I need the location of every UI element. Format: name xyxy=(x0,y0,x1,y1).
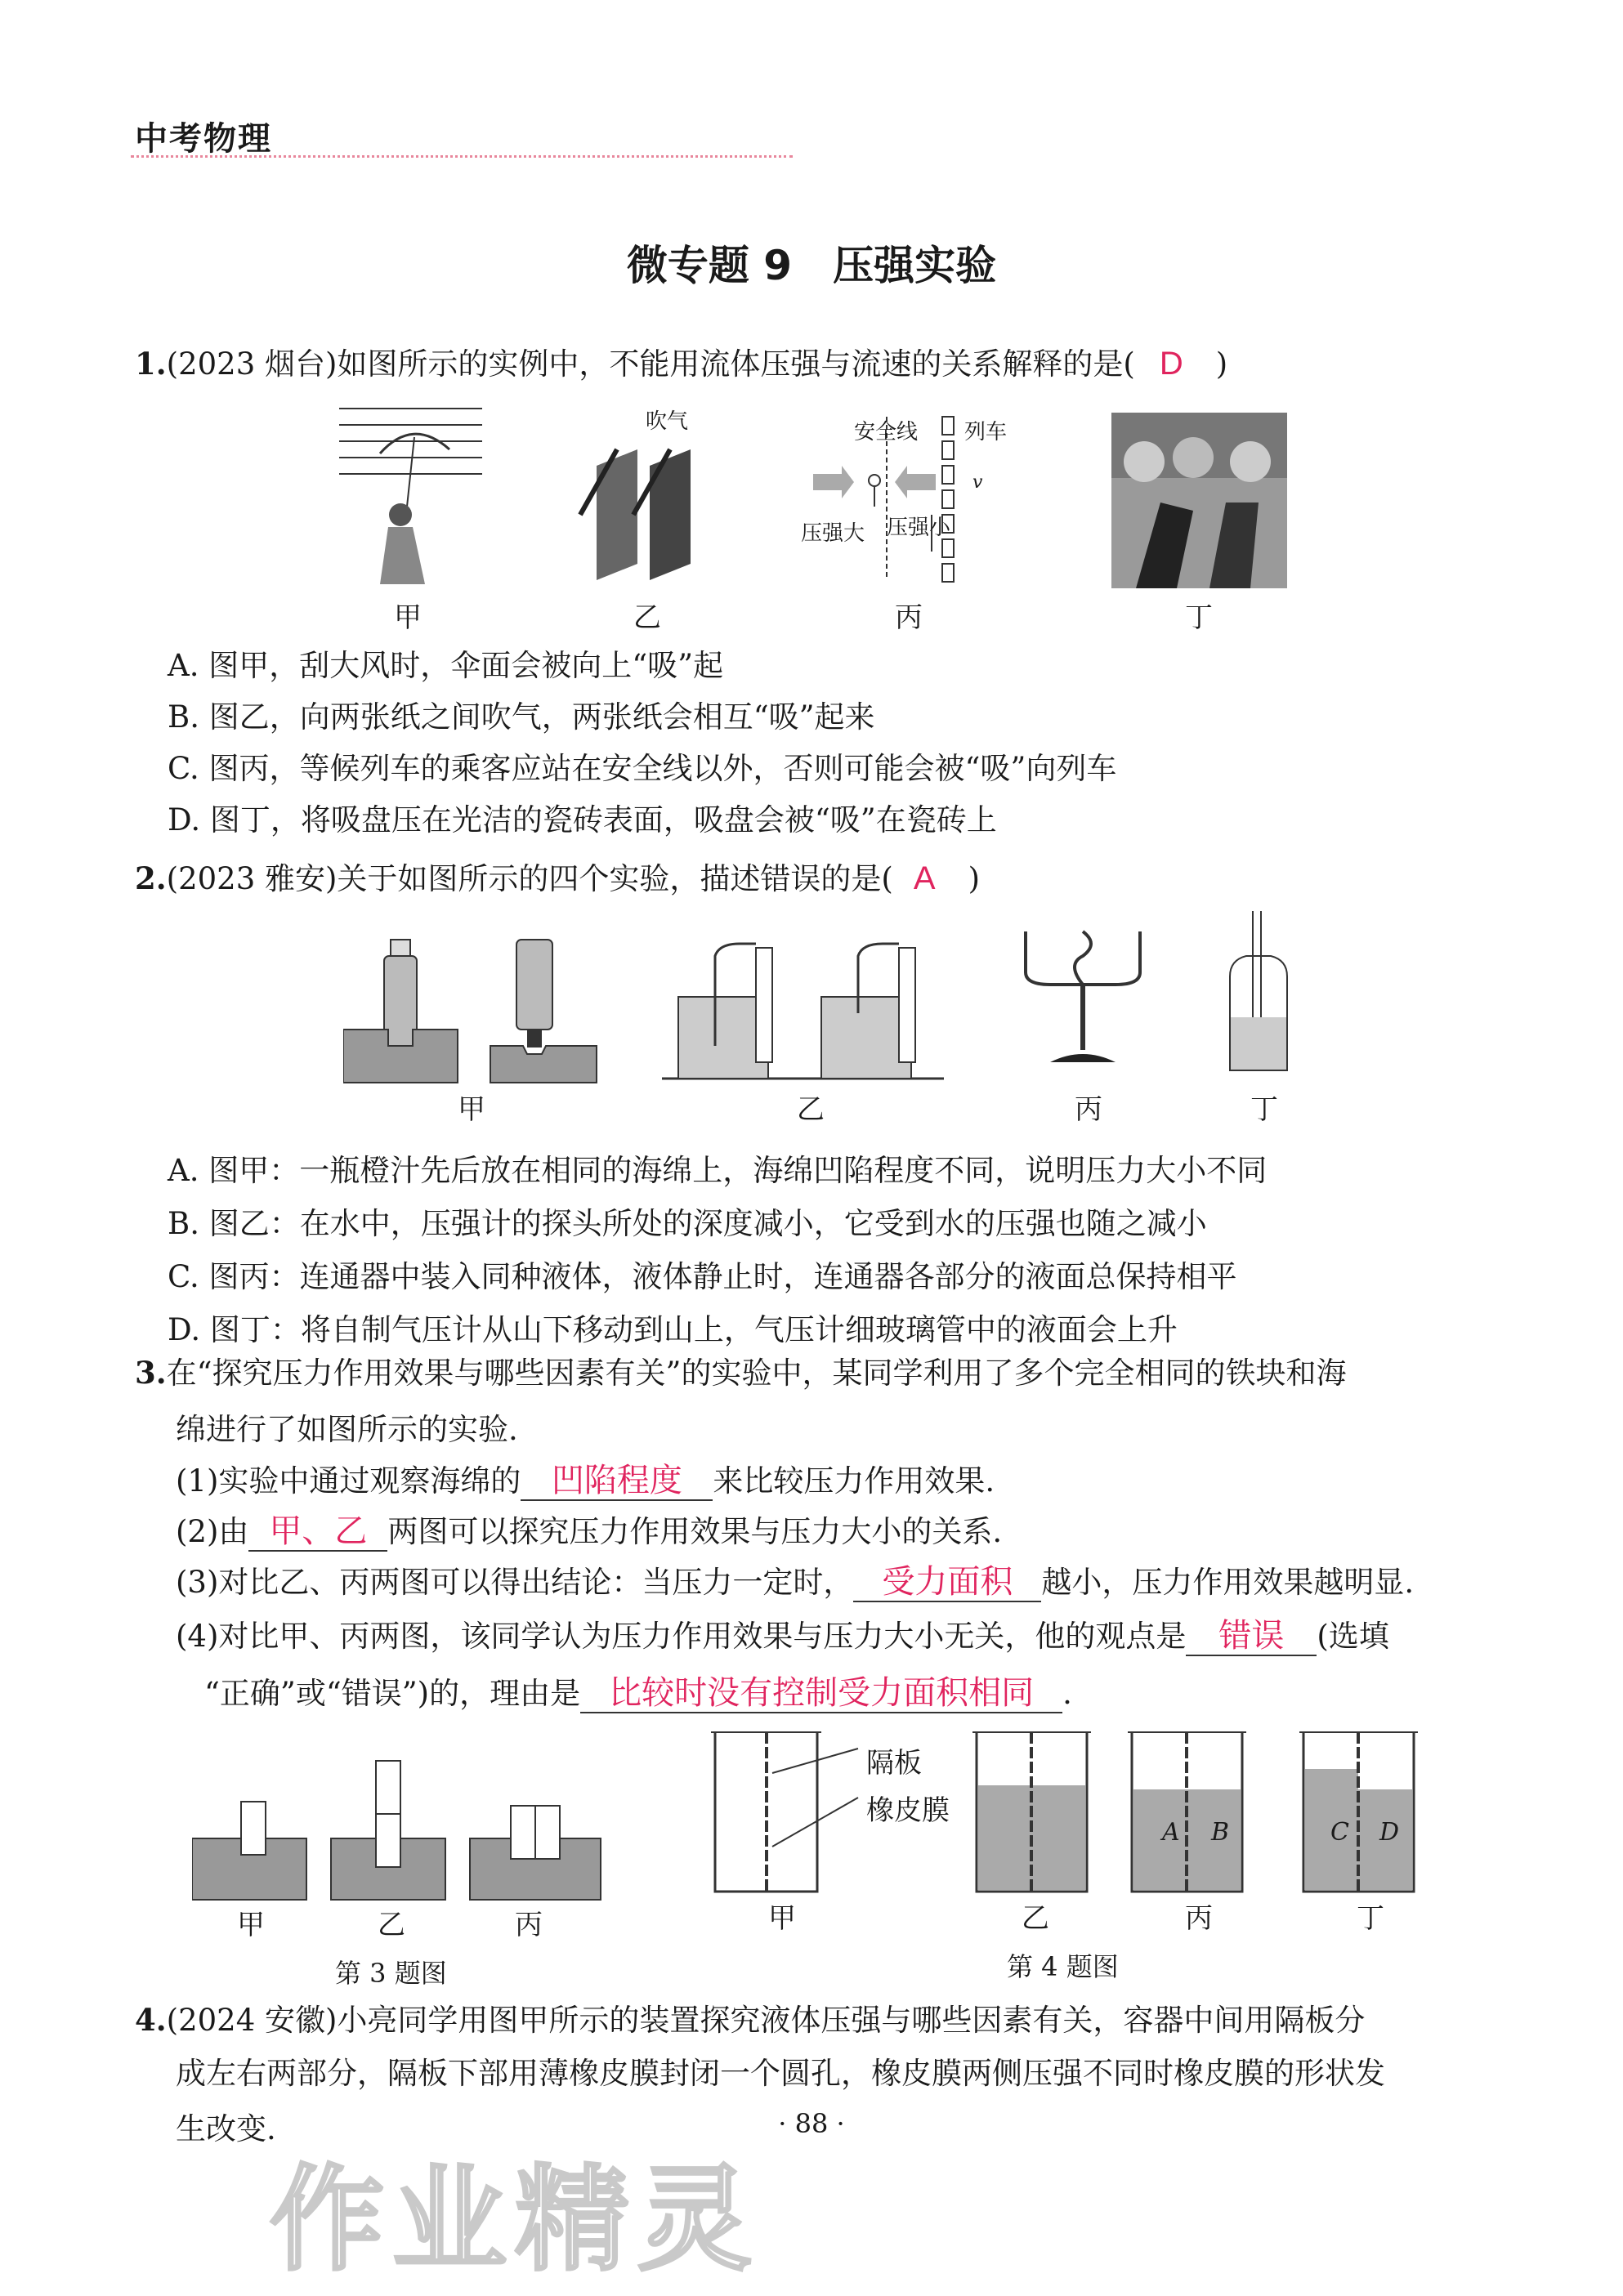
q2-fig-jia xyxy=(343,923,605,1087)
q3-part4 xyxy=(176,1612,1389,1661)
page-title: 微专题 9 压强实验 xyxy=(626,242,997,289)
q2-fig-bing xyxy=(1017,923,1148,1079)
q3-p1-answer: 凹陷程度 xyxy=(521,1462,713,1501)
q3-stem-text1: 在“探究压力作用效果与哪些因素有关”的实验中，某同学利用了多个完全相同的铁块和海 xyxy=(166,1356,1347,1391)
q3-p1-post: 来比较压力作用效果. xyxy=(713,1463,995,1499)
q1-answer: D xyxy=(1159,346,1183,382)
q1-fig-high: 压强大 xyxy=(801,521,865,546)
q4-fig-membrane: 橡皮膜 xyxy=(866,1794,950,1827)
q2-label-bing: 丙 xyxy=(1075,1093,1102,1126)
q2-fig-yi xyxy=(662,931,948,1095)
q4-fig-B: B xyxy=(1211,1818,1230,1847)
q1-label-jia: 甲 xyxy=(394,601,422,634)
q3-p3-answer: 受力面积 xyxy=(853,1563,1041,1602)
q3-number: 3. xyxy=(135,1355,167,1391)
q4-fig-D: D xyxy=(1379,1818,1400,1847)
q3-p4b-pre: “正确”或“错误”)的，理由是 xyxy=(204,1676,581,1711)
q1-option-c: C. 图丙，等候列车的乘客应站在安全线以外，否则可能会被“吸”向列车 xyxy=(168,751,1117,786)
q1-label-bing: 丙 xyxy=(895,601,923,634)
q4-fig-caption: 第 4 题图 xyxy=(1007,1951,1119,1982)
q3-p2-post: 两图可以探究压力作用效果与压力大小的关系. xyxy=(387,1514,1003,1549)
q3-stem-line2: 绵进行了如图所示的实验. xyxy=(176,1412,518,1447)
q3-figure xyxy=(192,1740,633,1904)
q2-fig-ding xyxy=(1222,911,1295,1074)
q3-part3 xyxy=(176,1558,1414,1607)
q2-stem xyxy=(135,854,980,904)
q1-fig-jia xyxy=(335,392,490,596)
q3-p4b-post: . xyxy=(1062,1676,1072,1711)
q3-part4b xyxy=(204,1669,1072,1718)
q3-p4-answer: 错误 xyxy=(1186,1617,1317,1656)
q2-number: 2. xyxy=(135,860,167,896)
q2-option-b: B. 图乙：在水中，压强计的探头所处的深度减小，它受到水的压强也随之减小 xyxy=(168,1206,1207,1241)
q4-stem-line3: 生改变. xyxy=(176,2111,276,2146)
q1-option-a: A. 图甲，刮大风时，伞面会被向上“吸”起 xyxy=(168,648,724,683)
q3-p4-post: (选填 xyxy=(1317,1619,1389,1654)
q2-stem-text: (2023 雅安)关于如图所示的四个实验，描述错误的是( xyxy=(166,861,893,896)
q1-fig-low: 压强小 xyxy=(887,516,951,540)
header-rule xyxy=(131,155,793,158)
q3-label-yi: 乙 xyxy=(378,1909,405,1941)
q2-close: ) xyxy=(968,861,980,896)
q2-label-jia: 甲 xyxy=(458,1093,485,1126)
q4-fig-C: C xyxy=(1330,1818,1349,1847)
q3-p4b-answer: 比较时没有控制受力面积相同 xyxy=(580,1674,1062,1713)
q4-fig-A: A xyxy=(1162,1818,1180,1847)
q1-fig-v: v xyxy=(972,472,983,493)
q2-label-ding: 丁 xyxy=(1250,1093,1278,1126)
q4-label-yi: 乙 xyxy=(1022,1902,1049,1935)
q1-stem xyxy=(135,339,1227,389)
q2-option-c: C. 图丙：连通器中装入同种液体，液体静止时，连通器各部分的液面总保持相平 xyxy=(168,1259,1237,1294)
q3-part2 xyxy=(176,1508,1002,1557)
q3-p1-pre: (1)实验中通过观察海绵的 xyxy=(176,1463,521,1499)
q4-label-ding: 丁 xyxy=(1357,1902,1384,1935)
page-number: · 88 · xyxy=(778,2108,845,2139)
q4-stem-line1 xyxy=(135,1995,1365,2045)
q4-label-jia: 甲 xyxy=(768,1902,796,1935)
q4-fig-partition: 隔板 xyxy=(866,1747,922,1780)
q4-stem-line2: 成左右两部分，隔板下部用薄橡皮膜封闭一个圆孔，橡皮膜两侧压强不同时橡皮膜的形状发 xyxy=(176,2056,1385,2091)
q3-p2-answer: 甲、乙 xyxy=(248,1512,387,1552)
q1-fig-yi xyxy=(572,417,719,580)
q4-figure xyxy=(711,1724,1446,1904)
q2-label-yi: 乙 xyxy=(797,1093,825,1126)
q4-label-bing: 丙 xyxy=(1185,1902,1213,1935)
q2-option-a: A. 图甲：一瓶橙汁先后放在相同的海绵上，海绵凹陷程度不同，说明压力大小不同 xyxy=(168,1153,1268,1188)
q4-number: 4. xyxy=(135,2002,167,2038)
q3-p3-pre: (3)对比乙、丙两图可以得出结论：当压力一定时， xyxy=(176,1565,854,1600)
q1-number: 1. xyxy=(135,346,167,382)
watermark: 作业精灵 xyxy=(270,2154,761,2287)
q3-label-jia: 甲 xyxy=(237,1909,265,1941)
q3-label-bing: 丙 xyxy=(515,1909,543,1941)
q1-fig-blow: 吹气 xyxy=(646,409,689,434)
q4-stem-text1: (2024 安徽)小亮同学用图甲所示的装置探究液体压强与哪些因素有关，容器中间用隔板分 xyxy=(166,2003,1366,2038)
q2-answer: A xyxy=(913,860,936,896)
q1-option-d: D. 图丁，将吸盘压在光洁的瓷砖表面，吸盘会被“吸”在瓷砖上 xyxy=(168,802,997,838)
q1-stem-text: (2023 烟台)如图所示的实例中，不能用流体压强与流速的关系解释的是( xyxy=(166,346,1135,382)
q1-close: ) xyxy=(1215,346,1228,382)
q2-option-d: D. 图丁：将自制气压计从山下移动到山上，气压计细玻璃管中的液面会上升 xyxy=(168,1312,1178,1347)
q1-label-ding: 丁 xyxy=(1185,601,1213,634)
q3-p2-pre: (2)由 xyxy=(176,1514,249,1549)
q1-option-b: B. 图乙，向两张纸之间吹气，两张纸会相互“吸”起来 xyxy=(168,699,875,735)
q3-fig-caption: 第 3 题图 xyxy=(335,1958,447,1989)
q3-part1 xyxy=(176,1457,995,1506)
q3-p4-pre: (4)对比甲、丙两图，该同学认为压力作用效果与压力大小无关，他的观点是 xyxy=(176,1619,1187,1654)
q1-label-yi: 乙 xyxy=(633,601,661,634)
q3-p3-post: 越小，压力作用效果越明显. xyxy=(1041,1565,1415,1600)
q1-fig-ding-photo xyxy=(1111,413,1287,588)
q1-fig-safety: 安全线 xyxy=(854,420,919,444)
header-title: 中考物理 xyxy=(135,120,272,158)
q1-fig-train: 列车 xyxy=(964,420,1008,444)
q3-stem-line1 xyxy=(135,1348,1346,1398)
